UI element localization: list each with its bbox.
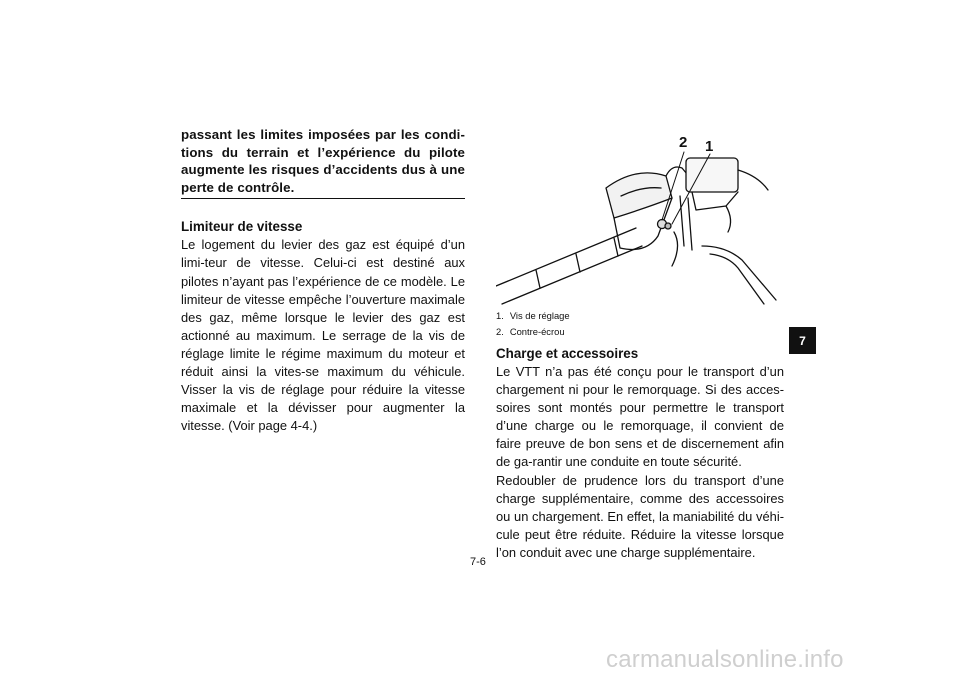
caption-text: Contre-écrou [509, 325, 565, 337]
cargo-paragraph-2: Redoubler de prudence lors du transport d’une charge supplémentaire, comme des accessoires ou un chargement. En effet, la maniabilité du véhi-cule peut être réduite. Réduire la vitesse lorsque l’on conduit avec une charge supplémentaire. [496, 472, 784, 560]
watermark: carmanualsonline.info [606, 646, 844, 673]
right-column [496, 300, 784, 562]
caption-item [496, 324, 784, 340]
throttle-illustration [496, 136, 784, 270]
page-number: 7-6 [470, 556, 486, 568]
caption-number: 1. [496, 310, 504, 321]
caption-text: Vis de réglage [509, 310, 570, 321]
figure-captions [496, 308, 784, 339]
figure [496, 136, 784, 270]
speed-limiter-section [181, 218, 465, 435]
callout-1: 1 [705, 138, 714, 155]
caption-number: 2. [496, 325, 504, 337]
warning-text: passant les limites imposées par les condi-tions du terrain et l’expérience du pilote augmente les risques d’accidents dus à une perte de contrôle. [181, 127, 465, 195]
left-column [181, 126, 465, 435]
throttle-drawing [496, 136, 784, 306]
warning-divider [181, 198, 465, 199]
callout-2: 2 [679, 134, 688, 151]
cargo-paragraph-1: Le VTT n’a pas été conçu pour le transport d’un chargement ni pour le remorquage. Si des acces-soires sont montés pour permettre le transport d’une charge ou le remorquage, il convient de faire preuve de bon sens et de discernement afin de ga-rantir une conduite en toute sécurité. [496, 364, 784, 470]
caption-item [496, 308, 784, 324]
speed-limiter-body: Le logement du levier des gaz est équipé d’un limi-teur de vitesse. Celui-ci est destiné aux pilotes n’ayant pas l’expérience de ce modèle. Le limiteur de vitesse empêche l’ouverture maximale des gaz, même lorsque le levier des gaz est actionné au maximum. Le serrage de la vis de réglage limite le régime maximum du moteur et réduit ainsi la vites-se maximum du véhicule. Visser la vis de réglage pour réduire la vitesse maximale et la dévisser pour augmenter la vitesse. (Voir page 4-4.) [181, 237, 465, 434]
chapter-tab: 7 [789, 327, 816, 354]
speed-limiter-heading: Limiteur de vitesse [181, 219, 303, 235]
cargo-heading: Charge et accessoires [496, 346, 639, 361]
